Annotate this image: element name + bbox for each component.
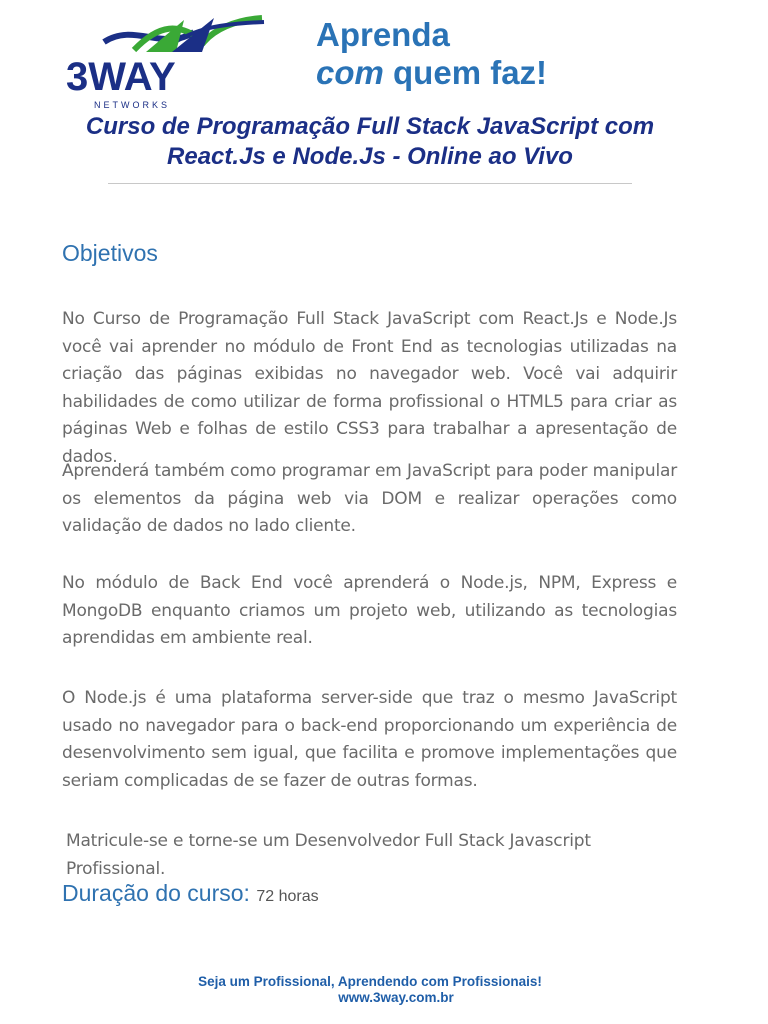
paragraph: No módulo de Back End você aprenderá o Node.js, NPM, Express e MongoDB enquanto criamos um projeto web, utilizando as tecnologias aprendidas em ambiente real. [62, 573, 677, 648]
call-to-action: Matricule-se e torne-se um Desenvolvedor Full Stack Javascript Profissional. [66, 831, 591, 879]
course-title [40, 112, 700, 172]
company-logo [64, 12, 272, 112]
paragraph: O Node.js é uma plataforma server-side que traz o mesmo JavaScript usado no navegador para o back-end proporcionando um experiência de desenvolvimento sem igual, que facilita e promove implementações que seriam complicadas de se fazer de outras formas. [62, 688, 677, 791]
logo-subtext: NETWORKS [94, 100, 171, 110]
title-divider [108, 183, 632, 184]
tagline-line2 [316, 54, 547, 92]
duration-label: Duração do curso: [62, 880, 250, 906]
footer-url[interactable]: www.3way.com.br [338, 990, 454, 1005]
course-duration [62, 880, 319, 907]
duration-value: 72 horas [256, 888, 319, 905]
tagline [316, 16, 547, 92]
section-heading: Objetivos [62, 240, 158, 266]
footer-slogan: Seja um Profissional, Aprendendo com Profissionais! [198, 974, 542, 989]
tagline-line1: Aprenda [316, 16, 450, 53]
footer [0, 974, 740, 1006]
paragraph: Aprenderá também como programar em JavaScript para poder manipular os elementos da página web via DOM e realizar operações como validação de dados no lado cliente. [62, 461, 677, 536]
logo-wordmark: 3WAY [66, 55, 176, 99]
course-title-line1: Curso de Programação Full Stack JavaScript com [85, 113, 655, 140]
paragraph: No Curso de Programação Full Stack JavaScript com React.Js e Node.Js você vai aprender no módulo de Front End as tecnologias utilizadas na criação das páginas exibidas no navegador web. Você vai adquirir habilidades de como utilizar de forma profissional o HTML5 para criar as páginas Web e folhas de estilo CSS3 para trabalhar a apresentação de dados. [62, 309, 677, 467]
tagline-rest: quem faz! [383, 54, 548, 91]
course-title-line2: React.Js e Node.Js - Online ao Vivo [167, 143, 573, 170]
tagline-emphasis: com [316, 54, 384, 91]
